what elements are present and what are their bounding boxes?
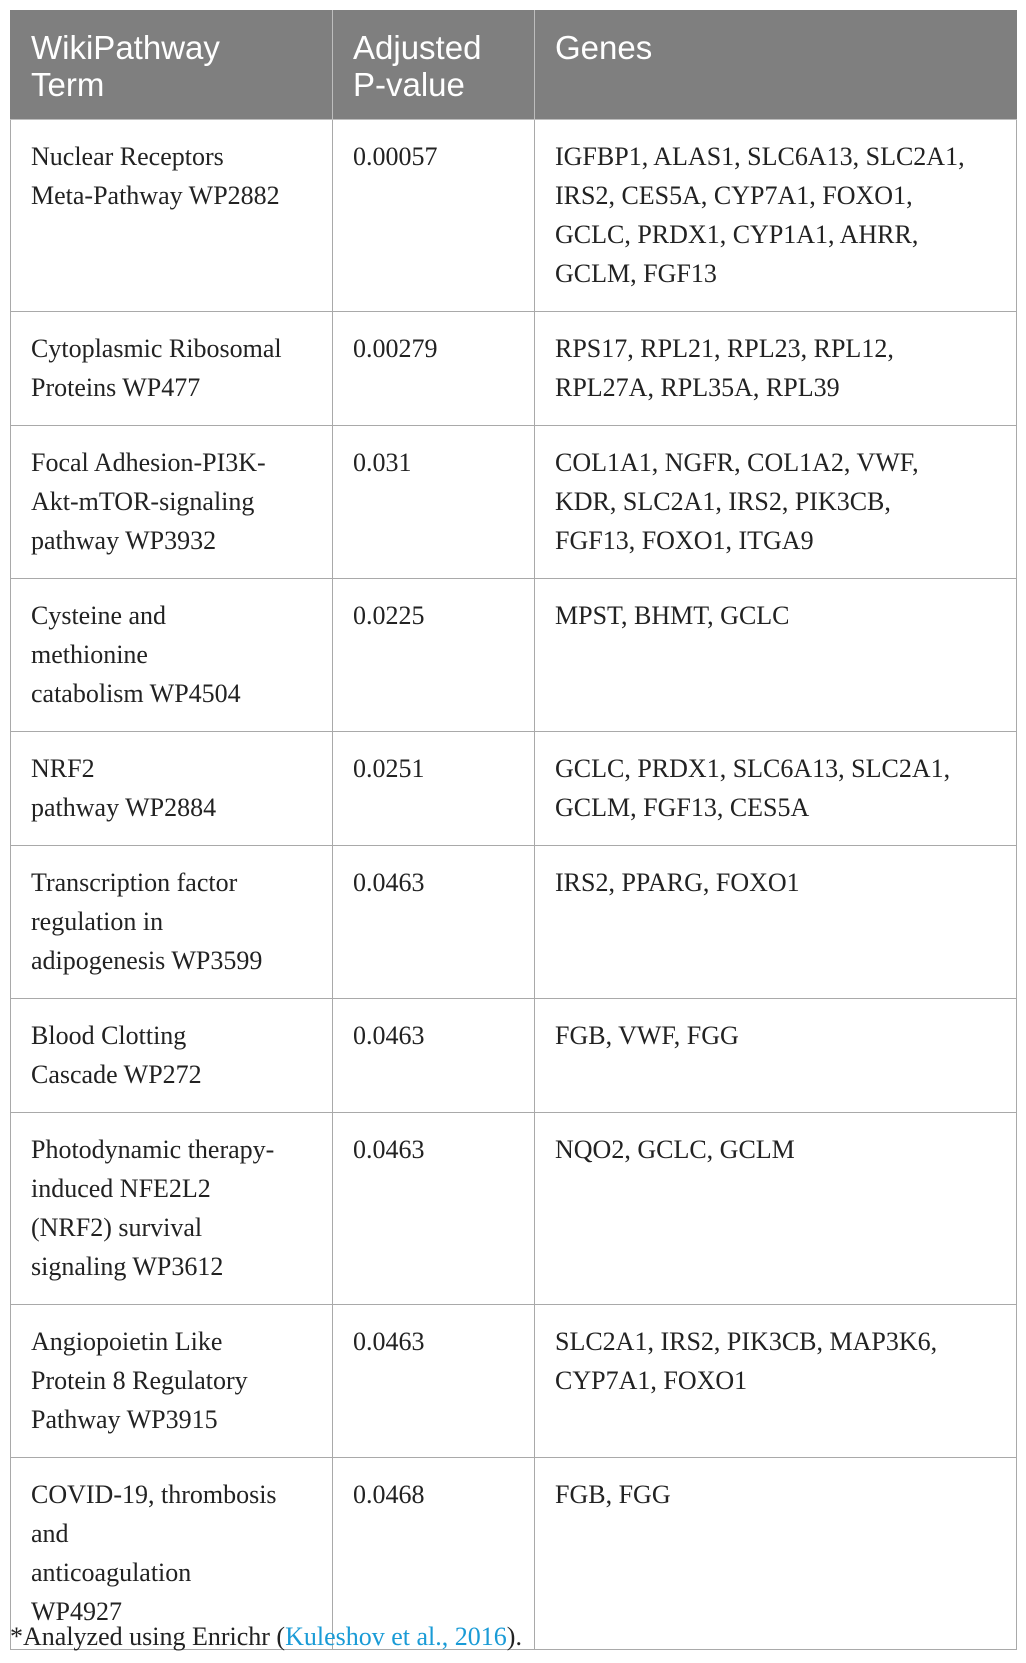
genes-cell [535,999,1017,1113]
pvalue-text: 0.0468 [353,1480,425,1509]
header-pvalue [333,10,535,120]
term-cell [11,846,333,999]
pvalue-cell [333,120,535,312]
header-term [11,10,333,120]
genes-text: MPST, BHMT, GCLC [555,601,790,630]
genes-cell [535,846,1017,999]
pvalue-text: 0.0225 [353,601,425,630]
pvalue-text: 0.0251 [353,754,425,783]
pvalue-cell [333,579,535,732]
table-row [11,312,1017,426]
genes-text: GCLC, PRDX1, SLC6A13, SLC2A1, GCLM, FGF13, CES5A [555,754,951,822]
pvalue-text: 0.0463 [353,1135,425,1164]
genes-cell [535,1305,1017,1458]
term-text: Angiopoietin Like Protein 8 Regulatory Pathway WP3915 [31,1327,248,1434]
pvalue-cell [333,1113,535,1305]
pvalue-text: 0.0463 [353,1021,425,1050]
table-row [11,1458,1017,1650]
term-text: Blood Clotting Cascade WP272 [31,1021,202,1089]
header-genes-label: Genes [555,29,653,66]
term-text: COVID-19, thrombosis and anticoagulation WP4927 [31,1480,277,1626]
term-text: Focal Adhesion-PI3K- Akt-mTOR-signaling pathway WP3932 [31,448,266,555]
table-row [11,999,1017,1113]
pvalue-cell [333,846,535,999]
term-text: Cytoplasmic Ribosomal Proteins WP477 [31,334,282,402]
term-text: Photodynamic therapy- induced NFE2L2 (NRF2) survival signaling WP3612 [31,1135,275,1281]
term-cell [11,1458,333,1650]
genes-cell [535,426,1017,579]
pvalue-cell [333,1305,535,1458]
term-text: NRF2 pathway WP2884 [31,754,217,822]
term-cell [11,120,333,312]
pvalue-text: 0.00279 [353,334,438,363]
genes-text: NQO2, GCLC, GCLM [555,1135,795,1164]
genes-text: IRS2, PPARG, FOXO1 [555,868,800,897]
term-text: Cysteine and methionine catabolism WP4504 [31,601,241,708]
term-cell [11,1113,333,1305]
header-genes [535,10,1017,120]
footnote-prefix: *Analyzed using Enrichr ( [10,1622,286,1651]
pathway-table-container [10,10,1016,1650]
genes-cell [535,1113,1017,1305]
pvalue-cell [333,999,535,1113]
wikipathway-table [10,10,1017,1650]
table-row [11,732,1017,846]
table-row [11,1113,1017,1305]
genes-text: IGFBP1, ALAS1, SLC6A13, SLC2A1, IRS2, CES5A, CYP7A1, FOXO1, GCLC, PRDX1, CYP1A1, AHRR, GCLM, FGF13 [555,142,965,288]
pvalue-cell [333,312,535,426]
header-row [11,10,1017,120]
pvalue-text: 0.0463 [353,868,425,897]
genes-text: COL1A1, NGFR, COL1A2, VWF, KDR, SLC2A1, IRS2, PIK3CB, FGF13, FOXO1, ITGA9 [555,448,919,555]
genes-cell [535,1458,1017,1650]
term-text: Transcription factor regulation in adipogenesis WP3599 [31,868,263,975]
genes-text: FGB, FGG [555,1480,671,1509]
genes-text: FGB, VWF, FGG [555,1021,739,1050]
table-row [11,579,1017,732]
genes-cell [535,120,1017,312]
pvalue-text: 0.00057 [353,142,438,171]
term-cell [11,999,333,1113]
table-row [11,1305,1017,1458]
pvalue-cell [333,1458,535,1650]
pvalue-text: 0.031 [353,448,412,477]
term-cell [11,579,333,732]
genes-cell [535,732,1017,846]
genes-cell [535,312,1017,426]
table-row [11,846,1017,999]
pvalue-cell [333,426,535,579]
citation-link[interactable]: Kuleshov et al., 2016 [285,1622,507,1651]
footnote-suffix: ). [506,1622,522,1651]
table-row [11,426,1017,579]
term-cell [11,1305,333,1458]
genes-cell [535,579,1017,732]
header-pvalue-label: Adjusted P-value [353,29,482,103]
pvalue-cell [333,732,535,846]
term-cell [11,426,333,579]
pvalue-text: 0.0463 [353,1327,425,1356]
term-cell [11,312,333,426]
term-text: Nuclear Receptors Meta-Pathway WP2882 [31,142,280,210]
table-row [11,120,1017,312]
table-footnote [10,1622,522,1652]
term-cell [11,732,333,846]
header-term-label: WikiPathway Term [31,29,220,103]
genes-text: SLC2A1, IRS2, PIK3CB, MAP3K6, CYP7A1, FOXO1 [555,1327,938,1395]
genes-text: RPS17, RPL21, RPL23, RPL12, RPL27A, RPL35A, RPL39 [555,334,894,402]
